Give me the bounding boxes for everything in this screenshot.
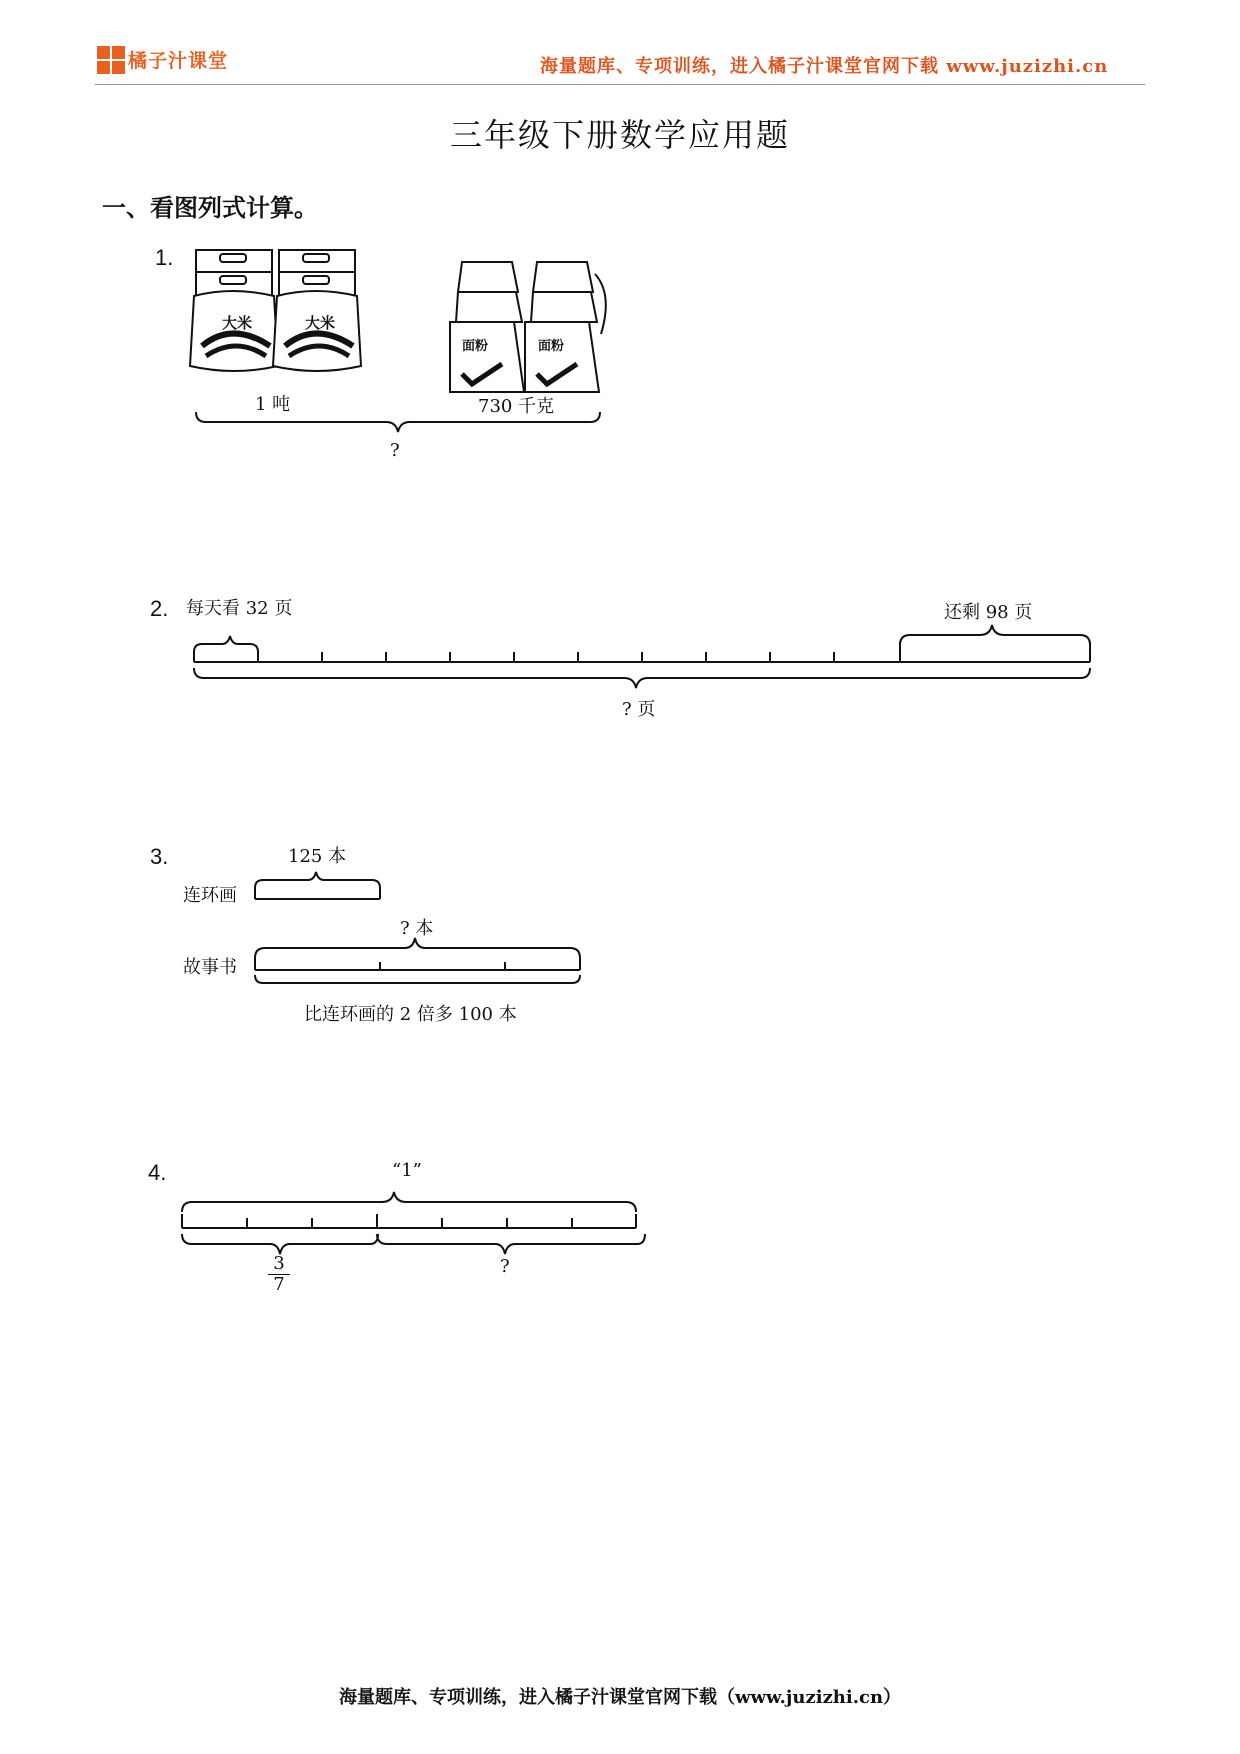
question-2-number: 2.: [150, 596, 169, 621]
comic-row-label: 连环画: [183, 885, 237, 906]
remaining-pages-label: 还剩 98 页: [944, 602, 1033, 623]
total-pages-label: ? 页: [622, 699, 656, 720]
flour-bag-text-2: 面粉: [538, 339, 565, 354]
whole-label: “1”: [392, 1160, 422, 1181]
fraction-denominator: 7: [273, 1274, 285, 1295]
flour-weight-label: 730 千克: [478, 396, 555, 417]
question-4-number: 4.: [148, 1160, 167, 1185]
rice-bag-text-2: 大米: [305, 314, 336, 332]
question-1-number: 1.: [155, 245, 174, 270]
brand-name: 橘子汁课堂: [128, 50, 229, 72]
story-count-label: ? 本: [400, 918, 434, 939]
section-heading: 一、看图列式计算。: [102, 194, 318, 222]
page-title: 三年级下册数学应用题: [449, 116, 790, 154]
story-row-label: 故事书: [183, 957, 237, 978]
fraction-numerator: 3: [273, 1253, 285, 1274]
header-slogan: 海量题库、专项训练，进入橘子汁课堂官网下载 www.juzizhi.cn: [540, 56, 1109, 77]
footer-slogan: 海量题库、专项训练，进入橘子汁课堂官网下载（www.juzizhi.cn）: [338, 1687, 902, 1708]
question-1-total: ?: [390, 440, 400, 461]
question-3-number: 3.: [150, 844, 169, 869]
remaining-part-label: ?: [500, 1256, 510, 1277]
comic-count-label: 125 本: [288, 846, 347, 867]
rice-bag-text-1: 大米: [222, 314, 253, 332]
daily-pages-label: 每天看 32 页: [186, 598, 293, 619]
story-relation-label: 比连环画的 2 倍多 100 本: [304, 1004, 517, 1025]
flour-bag-text-1: 面粉: [462, 339, 489, 354]
rice-weight-label: 1 吨: [255, 394, 291, 415]
